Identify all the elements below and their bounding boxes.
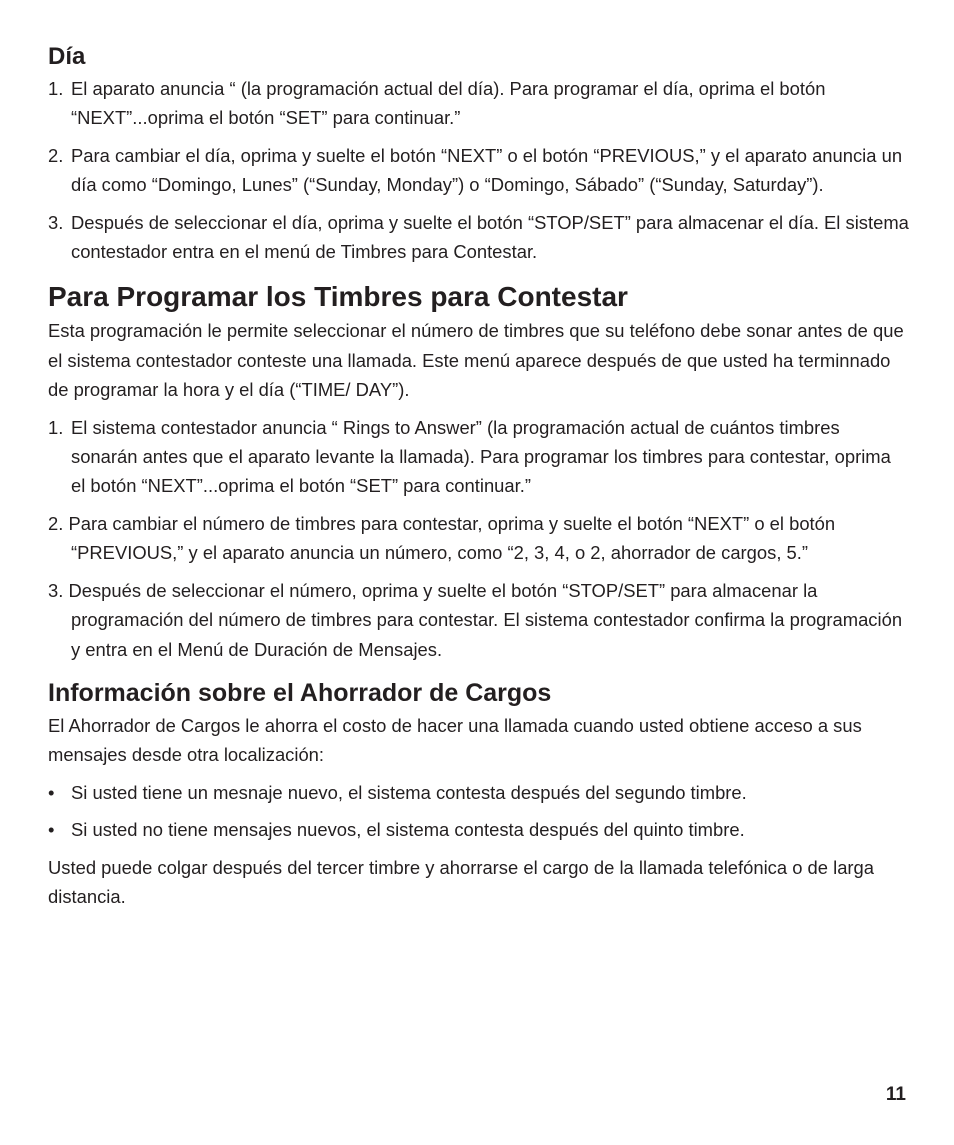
list-marker: 1. [48,416,64,438]
list-item [48,778,910,807]
list-item [48,509,910,568]
list-marker: 3. [48,579,64,601]
list-item-text: Después de seleccionar el número, oprima y suelte el botón “STOP/SET” para almacenar la programación del número de timbres para contestar. El sistema contestador confirma la programación y entra en el Menú de Duración de Mensajes. [68,579,903,660]
list-item [48,576,910,664]
saver-intro-paragraph: El Ahorrador de Cargos le ahorra el costo de hacer una llamada cuando usted obtiene acceso a sus mensajes desde otra localización: [48,714,862,766]
rings-steps-list [48,413,910,664]
list-item-text: Si usted tiene un mesnaje nuevo, el sistema contesta después del segundo timbre. [71,781,747,803]
list-item-text: El aparato anuncia “ (la programación actual del día). Para programar el día, oprima el botón “NEXT”...oprima el botón “SET” para continuar.” [71,78,826,129]
list-marker: 3. [48,211,64,233]
list-item-text: Si usted no tiene mensajes nuevos, el sistema contesta después del quinto timbre. [71,819,745,841]
list-item-text: Para cambiar el día, oprima y suelte el botón “NEXT” o el botón “PREVIOUS,” y el aparato anuncia un día como “Domingo, Lunes” (“Sunday, Monday”) o “Domingo, Sábado” (“Sunday, Saturday”). [71,144,903,196]
list-item-text: Después de seleccionar el día, oprima y suelte el botón “STOP/SET” para almacenar el día. El sistema contestador entra en el menú de Timbres para Contestar. [71,211,909,263]
list-item-text: El sistema contestador anuncia “ Rings to Answer” (la programación actual de cuántos timbres sonarán antes que el aparato levante la llamada). Para programar los timbres para contestar, oprima el botón “NEXT”...oprima el botón “SET” para continuar.” [71,416,891,497]
rings-intro-paragraph: Esta programación le permite seleccionar el número de timbres que su teléfono debe sonar antes de que el sistema contestador conteste una llamada. Este menú aparece después de que usted ha terminnado de programar la hora y el día (“TIME/ DAY”). [48,320,904,401]
page-number: 11 [885,1084,906,1105]
section-heading-saver: Información sobre el Ahorrador de Cargos [48,678,552,707]
list-item [48,815,910,844]
list-item [48,208,910,267]
day-steps-list [48,74,910,266]
list-marker: 1. [48,78,64,99]
list-item-text: Para cambiar el número de timbres para contestar, oprima y suelte el botón “NEXT” o el botón “PREVIOUS,” y el aparato anuncia un número, como “2, 3, 4, o 2, ahorrador de cargos, 5.” [68,512,836,564]
bullet-icon: • [48,819,55,841]
list-item [48,74,910,133]
bullet-icon: • [48,781,55,803]
section-heading-dia: Día [48,43,86,70]
section-heading-rings: Para Programar los Timbres para Contestar [48,281,628,313]
saver-closing-paragraph: Usted puede colgar después del tercer timbre y ahorrarse el cargo de la llamada telefónica o de larga distancia. [48,856,875,907]
list-marker: 2. [48,512,64,534]
saver-bullet-list [48,778,910,845]
list-item [48,413,910,501]
list-marker: 2. [48,144,64,166]
manual-page [48,42,910,911]
list-item [48,141,910,200]
